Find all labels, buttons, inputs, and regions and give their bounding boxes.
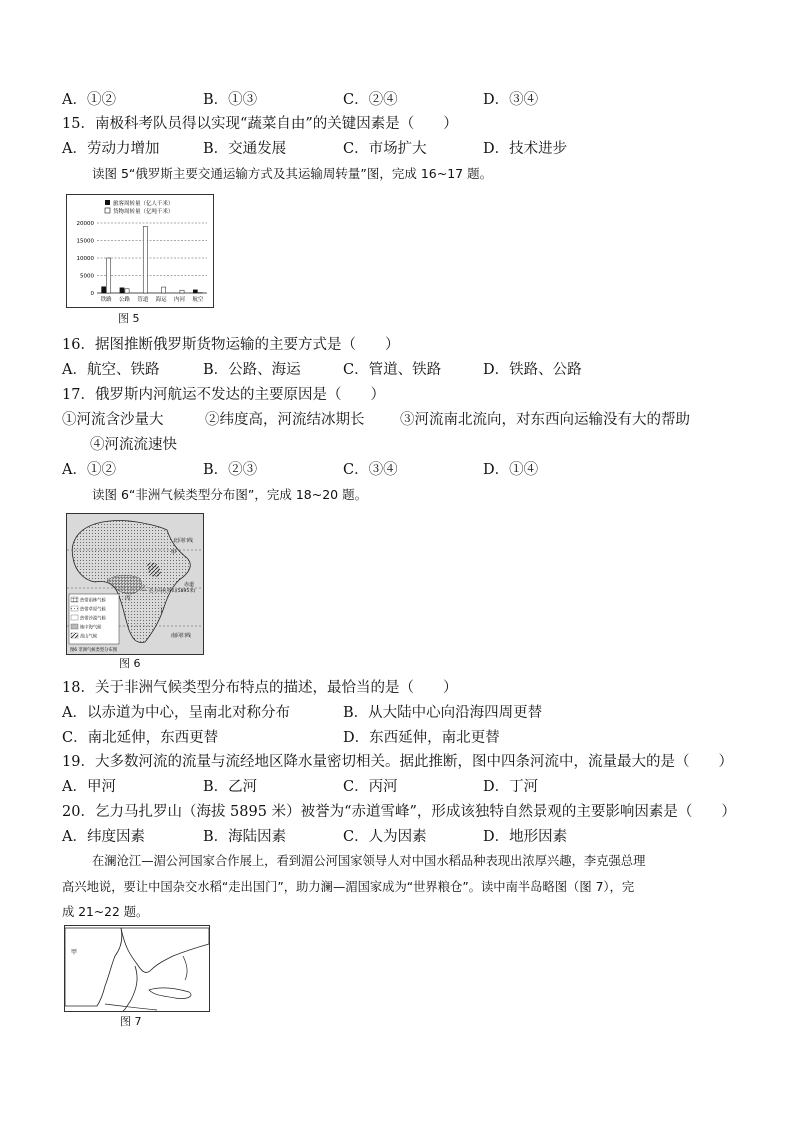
bar-passenger-5 — [193, 290, 197, 293]
intro-fig5: 读图 5“俄罗斯主要交通运输方式及其运输周转量”图，完成 16~17 题。 — [92, 166, 493, 181]
q19-option-d: D．丁河 — [483, 779, 539, 795]
q20-option-c: C．人为因素 — [343, 829, 427, 845]
legend-mediterranean: 地中海气候 — [80, 625, 102, 631]
y-tick-label: 5000 — [80, 273, 94, 280]
q17-item-3: ③河流南北流向，对东西向运输没有大的帮助 — [400, 412, 690, 428]
chart-bars — [102, 227, 203, 294]
africa-map-svg — [67, 514, 203, 654]
q18-stem: 18．关于非洲气候类型分布特点的描述，最恰当的是（ ） — [62, 680, 458, 696]
bar-freight-4 — [180, 290, 184, 293]
bar-freight-0 — [107, 258, 111, 293]
figure-5-caption: 图 5 — [118, 312, 140, 325]
legend-swatch-passenger — [105, 200, 110, 205]
figure-6-caption: 图 6 — [119, 657, 141, 670]
q19-option-b: B．乙河 — [203, 779, 258, 795]
bar-freight-1 — [125, 289, 129, 293]
intro-fig6: 读图 6“非洲气候类型分布图”，完成 18~20 题。 — [92, 487, 368, 502]
label-tropic-south: 南回归线 — [171, 633, 192, 639]
x-tick-label: 铁路 — [100, 297, 112, 303]
bar-freight-3 — [162, 287, 166, 293]
q20-stem: 20．乞力马扎罗山（海拔 5895 米）被誉为“赤道雪峰”，形成该独特自然景观的主要影响因素是（ ） — [62, 804, 736, 820]
legend-desert: 热带沙漠气候 — [80, 616, 106, 622]
q19-option-a: A．甲河 — [62, 779, 116, 795]
bar-passenger-0 — [102, 287, 106, 293]
q18-option-a: A．以赤道为中心，呈南北对称分布 — [62, 705, 290, 721]
q17-item-1: ①河流含沙量大 — [62, 412, 164, 428]
figure-5-chart — [66, 194, 214, 308]
chart-legend — [105, 199, 174, 215]
q17-item-4: ④河流流速快 — [90, 437, 177, 453]
y-tick-label: 0 — [90, 291, 94, 297]
chart-gridlines — [97, 223, 207, 293]
bar-chart-svg — [67, 195, 213, 307]
q17-item-2: ②纬度高，河流结冰期长 — [205, 412, 365, 428]
land-west — [65, 928, 122, 1006]
legend-savanna: 热带草原气候 — [80, 607, 106, 613]
q14-option-c: C．②④ — [343, 92, 398, 108]
figure-7-caption: 图 7 — [120, 1015, 142, 1028]
q16-option-b: B．公路、海运 — [203, 362, 301, 378]
x-tick-label: 航空 — [192, 297, 204, 303]
legend-label-passenger: 旅客周转量（亿人千米） — [113, 201, 174, 207]
x-axis-ticks — [101, 295, 204, 303]
q18-option-c: C．南北延伸，东西更替 — [62, 730, 219, 746]
label-river-ding: 丁 — [159, 608, 165, 614]
q14-option-b: B．①③ — [203, 92, 258, 108]
q19-option-c: C．丙河 — [343, 779, 398, 795]
y-tick-label: 15000 — [76, 238, 94, 245]
q17-option-d: D．①④ — [483, 462, 539, 478]
q15-option-c: C．市场扩大 — [343, 141, 427, 157]
legend-swatch-freight — [105, 208, 110, 213]
q16-option-d: D．铁路、公路 — [483, 362, 582, 378]
bar-passenger-1 — [120, 288, 124, 293]
q20-option-d: D．地形因素 — [483, 829, 568, 845]
q15-stem: 15．南极科考队员得以实现“蔬菜自由”的关键因素是（ ） — [62, 116, 458, 132]
intro-fig7-line1: 在澜沧江—湄公河国家合作展上，看到湄公河国家领导人对中国水稻品种表现出浓厚兴趣，李克强总理 — [92, 854, 646, 868]
legend-rainforest: 热带雨林气候 — [80, 598, 106, 604]
borneo-island — [149, 988, 191, 999]
legend-highland: 高山气候 — [80, 634, 98, 640]
q14-option-d: D．③④ — [483, 92, 539, 108]
q15-option-a: A．劳动力增加 — [62, 141, 160, 157]
q20-option-a: A．纬度因素 — [62, 829, 145, 845]
label-equator: 赤道 — [184, 582, 195, 588]
q14-option-a: A．①② — [62, 92, 116, 108]
land-north — [121, 928, 209, 972]
q18-option-d: D．东西延伸，南北更替 — [343, 730, 500, 746]
q20-option-b: B．海陆因素 — [203, 829, 287, 845]
legend-label-freight: 货物周转量（亿吨千米） — [113, 209, 174, 215]
q16-stem: 16．据图推断俄罗斯货物运输的主要方式是（ ） — [62, 337, 400, 353]
q15-option-d: D．技术进步 — [483, 141, 568, 157]
figure-6-inner-caption: 图6 非洲气候类型分布图 — [70, 648, 118, 653]
x-tick-label: 内河 — [173, 297, 186, 303]
q16-option-a: A．航空、铁路 — [62, 362, 160, 378]
q17-option-b: B．②③ — [203, 462, 258, 478]
y-tick-label: 20000 — [76, 221, 94, 227]
intro-fig7-line3: 成 21~22 题。 — [62, 905, 149, 919]
q18-option-b: B．从大陆中心向沿海四周更替 — [343, 705, 543, 721]
x-tick-label: 海运 — [155, 297, 167, 303]
philippines-coast — [183, 956, 187, 980]
x-tick-label: 管道 — [137, 297, 149, 303]
bar-freight-2 — [143, 227, 147, 294]
q19-stem: 19．大多数河流的流量与流经地区降水量密切相关。据此推断，图中四条河流中，流量最大的是（ ） — [62, 754, 733, 770]
label-kilimanjaro: 乞力马扎罗山(5895米) — [149, 589, 196, 594]
q17-stem: 17．俄罗斯内河航运不发达的主要原因是（ ） — [62, 387, 385, 403]
q17-option-a: A．①② — [62, 462, 116, 478]
q16-option-c: C．管道、铁路 — [343, 362, 442, 378]
indochina-map-svg — [65, 926, 209, 1011]
y-tick-label: 10000 — [76, 256, 94, 262]
q17-option-c: C．③④ — [343, 462, 398, 478]
map-legend — [69, 594, 119, 644]
figure-7-indochina-map — [64, 925, 210, 1012]
malay-peninsula — [123, 966, 137, 1011]
intro-fig7-line2: 高兴地说，要让中国杂交水稻“走出国门”，助力澜—湄国家成为“世界粮仓”。读中南半岛略图（图 7），完 — [62, 880, 635, 894]
label-river-jia: 甲 — [171, 550, 177, 556]
sumatra-java-coast — [105, 1004, 157, 1010]
label-river-bing: 丙 — [125, 596, 131, 602]
label-jia: 甲 — [71, 949, 78, 956]
x-tick-label: 公路 — [118, 297, 131, 303]
figure-6-africa-climate-map — [66, 513, 204, 655]
label-tropic-north: 北回归线 — [173, 538, 194, 544]
y-axis-ticks — [77, 221, 95, 297]
q15-option-b: B．交通发展 — [203, 141, 287, 157]
label-river-yi: 乙 — [141, 586, 147, 592]
